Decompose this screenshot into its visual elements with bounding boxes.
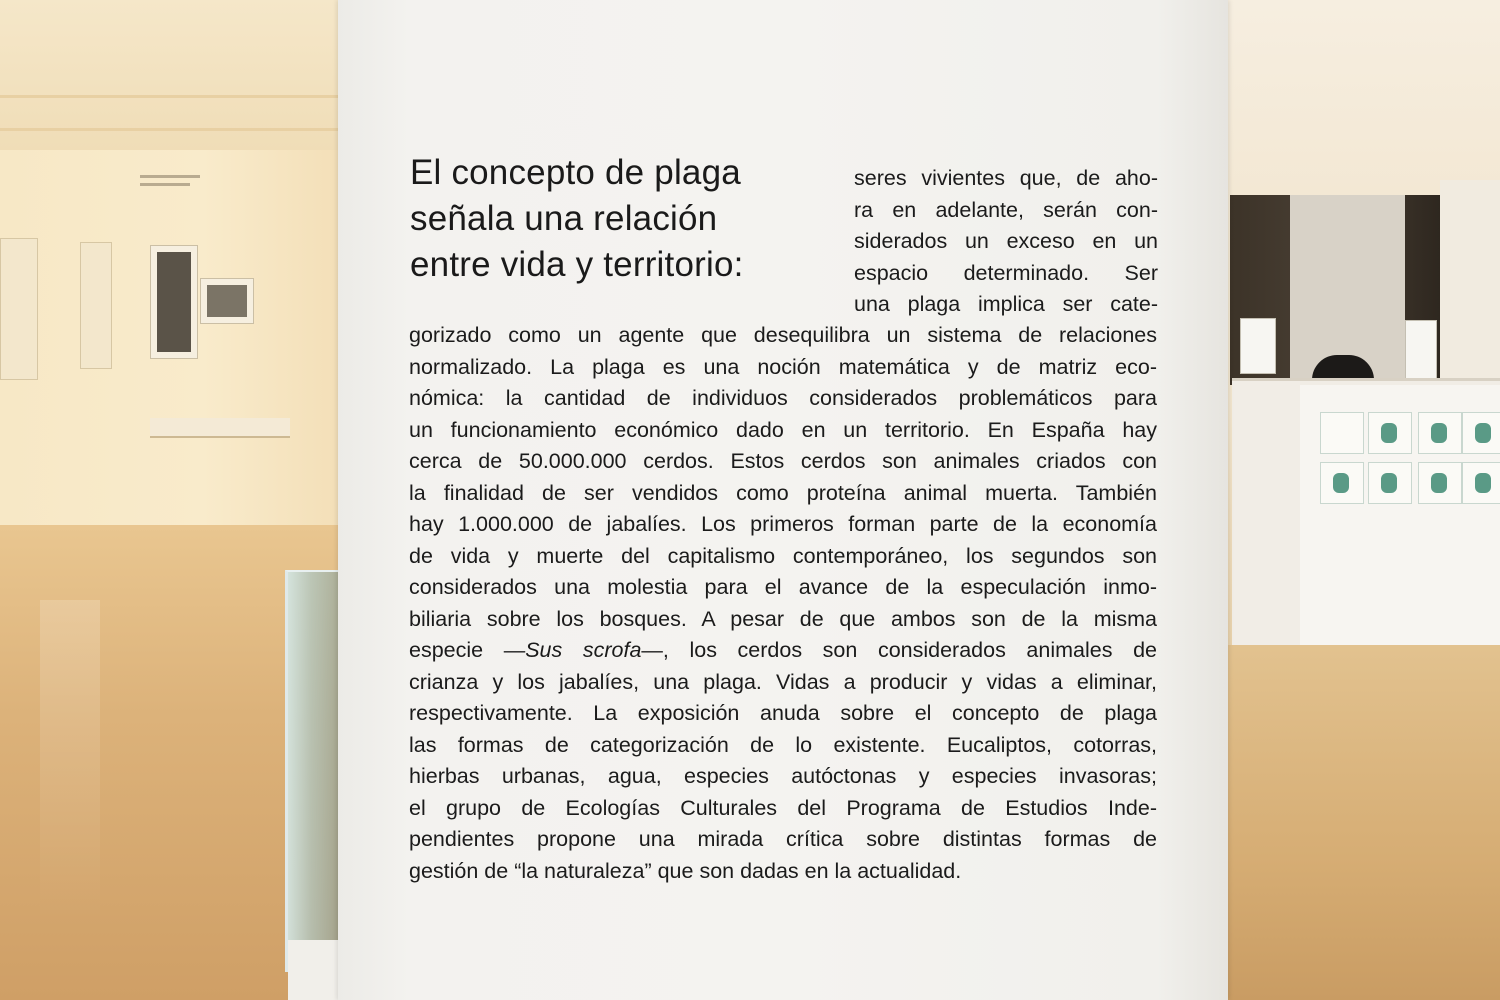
wall-caption [140, 175, 200, 178]
pictogram-icon [1368, 462, 1412, 504]
body-line: pendientes propone una mirada crítica sobre distintas formas de [409, 827, 1157, 851]
glass-vitrine [285, 570, 346, 972]
pictogram-icon [1462, 412, 1500, 454]
species-line [409, 635, 1157, 667]
body-line: respectivamente. La exposición anuda sobre el concepto de plaga [409, 701, 1157, 725]
body-line: las formas de categorización de lo existente. Eucaliptos, cotorras, [409, 732, 1157, 757]
wall-text-side-column [854, 163, 1158, 321]
body-line: normalizado. La plaga es una noción matemática y de matriz eco- [409, 354, 1157, 379]
side-line: una plaga implica ser cate- [854, 292, 1158, 316]
desk-sign [1240, 318, 1276, 374]
pictogram-icon [1418, 412, 1462, 454]
heading-line: señala una relación [410, 199, 718, 238]
pictogram-icon [1462, 462, 1500, 504]
body-line: crianza y los jabalíes, una plaga. Vidas a producir y vidas a eliminar, [409, 669, 1157, 694]
body-line: gorizado como un agente que desequilibra un sistema de relaciones [409, 323, 1157, 347]
framed-photo [200, 278, 254, 324]
wall-text-body [409, 320, 1157, 887]
body-line: biliaria sobre los bosques. A pesar de que ambos son de la misma [409, 606, 1157, 631]
vitrine-base [288, 940, 340, 1000]
pictogram-icon [1320, 462, 1364, 504]
desk-sign [1405, 320, 1437, 384]
body-line: gestión de “la naturaleza” que son dadas en la actualidad. [409, 858, 962, 883]
ceiling-moulding [0, 95, 340, 98]
pictogram-icon [1418, 462, 1462, 504]
species-after: —, los cerdos son considerados animales de [641, 638, 1157, 662]
wall-document [80, 242, 112, 369]
species-before: especie — [409, 638, 526, 662]
pictogram-icon [1368, 412, 1412, 454]
display-shelf [150, 418, 290, 438]
body-line: considerados una molestia para el avance de la especulación inmo- [409, 575, 1157, 599]
right-gallery-floor [1225, 645, 1500, 1000]
heading-line: entre vida y territorio: [410, 245, 744, 284]
wall-caption [140, 183, 190, 186]
side-line: ra en adelante, serán con- [854, 197, 1158, 222]
body-line: la finalidad de ser vendidos como proteína animal muerta. También [409, 480, 1157, 505]
body-line: nómica: la cantidad de individuos considerados problemáticos para [409, 386, 1157, 410]
body-line: de vida y muerte del capitalismo contemporáneo, los segundos son [409, 543, 1157, 568]
body-line: hay 1.000.000 de jabalíes. Los primeros forman parte de la economía [409, 512, 1157, 536]
ceiling-moulding [0, 128, 340, 131]
body-line: el grupo de Ecologías Culturales del Programa de Estudios Inde- [409, 795, 1157, 820]
wall-document [0, 238, 38, 380]
wall-pillar [1440, 180, 1500, 390]
heading-line: El concepto de plaga [410, 153, 741, 192]
species-latin-name: Sus scrofa [525, 638, 642, 662]
side-line: seres vivientes que, de aho- [854, 166, 1158, 190]
pictogram-text-card [1320, 412, 1364, 454]
body-line: cerca de 50.000.000 cerdos. Estos cerdos son animales criados con [409, 449, 1157, 473]
side-line: siderados un exceso en un [854, 229, 1158, 253]
floor-reflection [40, 600, 100, 920]
body-line: hierbas urbanas, agua, especies autóctonas y especies invasoras; [409, 764, 1157, 788]
body-line: un funcionamiento económico dado en un territorio. En España hay [409, 417, 1157, 442]
wall-heading [410, 150, 744, 288]
side-line: espacio determinado. Ser [854, 260, 1158, 285]
right-ceiling [1225, 0, 1500, 195]
framed-photo [150, 245, 198, 359]
